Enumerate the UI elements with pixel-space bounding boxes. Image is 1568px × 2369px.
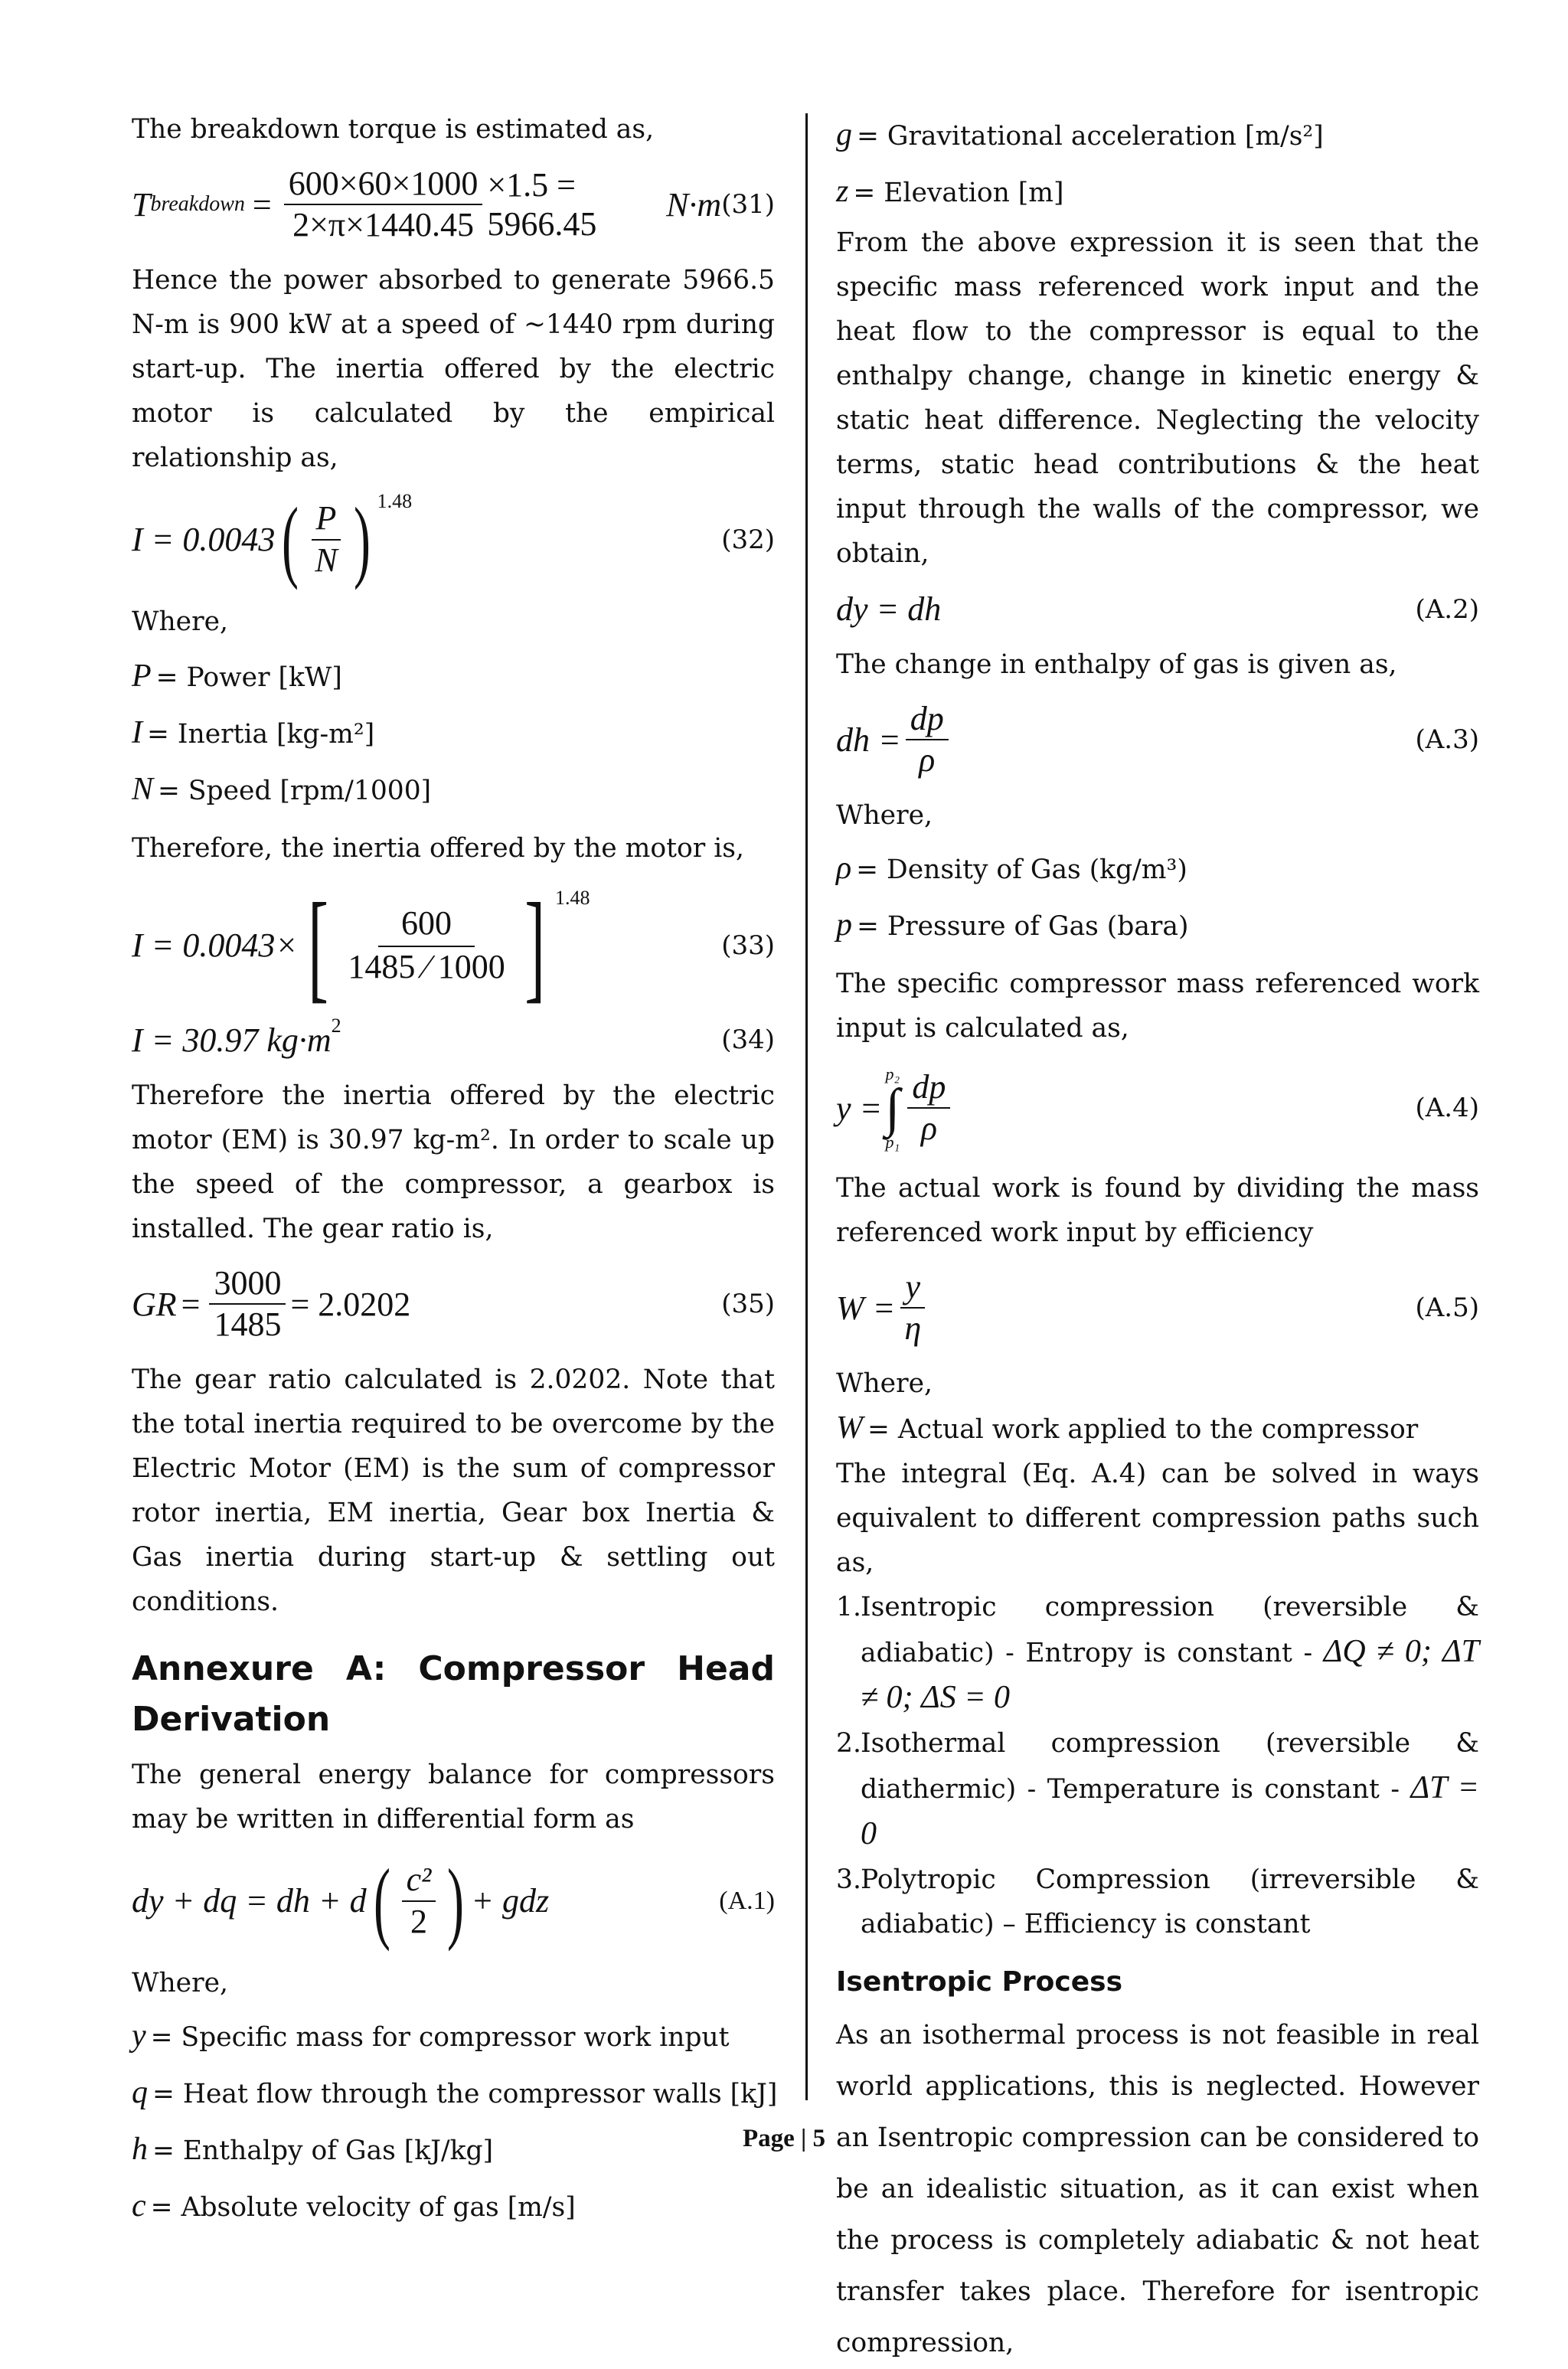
paragraph: The specific compressor mass referenced work input is calculated as, [836,968,1479,1044]
equation-31: T breakdown = $\frac{600\times 60\times 1000}{2\times\pi\times 1440.45}$ ×1.5 = 5966.45 N·m (31) [132,165,775,244]
list-item: 1. Isentropic compression (reversible & adiabatic) - Entropy is constant - ΔQ ≠ 0; ΔT ≠ 0; ΔS = 0 [836,1591,1480,1715]
symbol-definitions [132,2008,778,2235]
paragraph: Hence the power absorbed to generate 5966.5 N-m is 900 kW at a speed of ~1440 rpm during start-up. The inertia offered by the electric motor is calculated by the empirical relationship as, [132,264,775,473]
paragraph: The gear ratio calculated is 2.0202. Note that the total inertia required to be overcome by the Electric Motor (EM) is the sum of compressor rotor inertia, EM inertia, Gear box Inertia & Gas inertia during start-up & settling out conditions. [132,1364,775,1617]
definition: p = Pressure of Gas (bara) [836,907,1189,943]
page-number: Page | 5 [742,2125,826,2152]
equation-34: I = 30.97 kg·m 2 (34) [132,1015,775,1059]
equation-number: (A.4) [1415,1093,1479,1124]
paragraph: The change in enthalpy of gas is given as, [836,649,1397,680]
compression-paths-list [836,1585,1479,1946]
list-item: 2. Isothermal compression (reversible & diathermic) - Temperature is constant - ΔT = 0 [836,1727,1479,1851]
paragraph: The general energy balance for compressors may be written in differential form as [132,1759,775,1835]
definition: c = Absolute velocity of gas [m/s] [132,2188,576,2224]
paragraph: Therefore the inertia offered by the electric motor (EM) is 30.97 kg-m². In order to scale up the speed of the compressor, a gearbox is installed. The gear ratio is, [132,1080,775,1244]
section-heading: Annexure A: Compressor Head Derivation [132,1648,775,1739]
equation-32: I = 0.0043 ( $\frac{P}{N}$ ) 1.48 (32) [132,488,775,590]
equation-a1: dy + dq = dh + d ( $\frac{\text{c²}}{2}$ ) + gdz (A.1) [132,1849,775,1952]
definition: W = Actual work applied to the compressor [836,1410,1419,1446]
definition: z = Elevation [m] [836,174,1064,209]
where-label: Where, [132,606,228,637]
equation-number: (34) [721,1024,775,1056]
definition: ρ = Density of Gas (kg/m³) [836,850,1187,886]
equation-a4: y = p₂ ∫ p₁ $\frac{dp}{\rho}$ (A.4) [836,1064,1479,1152]
definition: P = Power [kW] [132,658,342,694]
equation-a5: W = $\frac{y}{\eta}$ (A.5) [836,1267,1479,1348]
paragraph: The actual work is found by dividing the mass referenced work input by efficiency [836,1172,1479,1248]
definition: h = Enthalpy of Gas [kJ/kg] [132,2131,494,2167]
definition: I = Inertia [kg-m²] [132,714,375,750]
equation-a2: dy = dh (A.2) [836,590,1479,628]
equation-number: (33) [721,930,775,961]
equation-number: (31) [721,189,775,221]
definition: N = Speed [rpm/1000] [132,771,432,807]
column-divider [805,113,808,2100]
paragraph: The integral (Eq. A.4) can be solved in ways equivalent to different compression paths such as, [836,1458,1479,1578]
equation-33: I = 0.0043× [ $\frac{600}{1485 ⁄ 1000}$ ] 1.48 (33) [132,877,775,1014]
symbol-definitions [836,107,1479,221]
where-label: Where, [836,1367,933,1399]
definition: g = Gravitational acceleration [m/s²] [836,117,1324,152]
equation-number: (A.1) [719,1886,775,1915]
equation-number: (32) [721,524,775,555]
equation-number: (A.2) [1415,593,1479,625]
equation-number: (35) [721,1289,775,1320]
symbol-definitions [132,649,775,819]
symbol-definitions [836,841,1479,954]
subsection-heading: Isentropic Process [836,1965,1123,1998]
paragraph: From the above expression it is seen that the specific mass referenced work input and the heat flow to the compressor is equal to the enthalpy change, change in kinetic energy & static heat difference. Neglecting the velocity terms, static head contributions & the heat input through the walls of the compressor, we obtain, [836,227,1479,569]
paragraph: The breakdown torque is estimated as, [132,114,655,145]
where-label: Where, [836,799,933,831]
paragraph: As an isothermal process is not feasible in real world applications, this is neglected. However an Isentropic compression can be considered to be an idealistic situation, as it can exist when the process is completely adiabatic & not heat transfer takes place. Therefore for isentropic compression, [836,2019,1479,2358]
equation-number: (A.3) [1415,724,1479,756]
definition: q = Heat flow through the compressor walls [kJ] [132,2074,778,2110]
where-label: Where, [132,1967,228,1998]
paragraph: Therefore, the inertia offered by the motor is, [132,832,744,864]
equation-a3: dh = $\frac{dp}{\rho}$ (A.3) [836,700,1479,779]
left-column [132,107,778,2243]
right-column [836,107,1479,2369]
definition: y = Specific mass for compressor work input [132,2018,730,2054]
equation-35: GR = $\frac{3000}{1485}$ = 2.0202 (35) [132,1263,775,1344]
list-item: 3. Polytropic Compression (irreversible & adiabatic) – Efficiency is constant [836,1864,1479,1939]
equation-number: (A.5) [1415,1292,1479,1324]
